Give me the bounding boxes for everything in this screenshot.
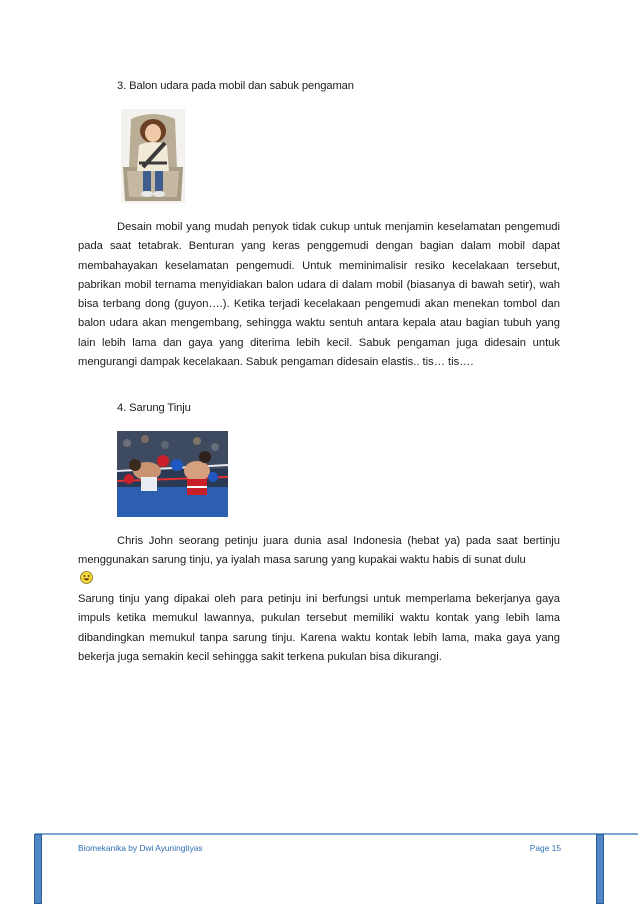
child-car-seat-illustration — [121, 109, 185, 203]
boxing-match-photo — [117, 431, 228, 517]
footer-right-bar — [596, 834, 604, 904]
section-3-heading: 3. Balon udara pada mobil dan sabuk pengaman — [117, 80, 354, 92]
footer-left-bar — [34, 834, 42, 904]
section-4-paragraph-1: Chris John seorang petinju juara dunia asal Indonesia (hebat ya) pada saat bertinju menggunakan sarung tinju, ya iyalah masa sarung yang kupakai waktu habis di sunat dulu — [78, 535, 560, 567]
footer-divider — [35, 833, 638, 835]
footer-page-number: Page 15 — [529, 843, 561, 853]
child-car-seat-photo — [121, 109, 185, 203]
section-4-paragraph-2: Sarung tinju yang dipakai oleh para petinju ini berfungsi untuk memperlama bekerjanya gaya impuls ketika memukul lawannya, pukulan tersebut memiliki waktu kontak yang lebih lama dibandingkan memukul tanpa sarung tinju. Karena waktu kontak lebih lama, maka gaya yang bekerja juga semakin kecil sehingga sakit terkena pukulan bisa dikurangi. — [78, 593, 560, 663]
section-4-heading: 4. Sarung Tinju — [117, 402, 191, 414]
boxing-match-illustration — [117, 431, 228, 517]
footer-author: Biomekanika by Dwi Ayuningtiyas — [78, 843, 203, 853]
section-3-paragraph: Desain mobil yang mudah penyok tidak cukup untuk menjamin keselamatan pengemudi pada saat tetabrak. Benturan yang keras penggemudi dengan bagian dalam mobil dapat membahayakan keselamatan pengemudi. Untuk meminimalisir resiko kecelakaan tersebut, pabrikan mobil ternama menyidiakan balon udara di dalam mobil (biasanya di bawah setir), wah bisa terbang dong (guyon….). Ketika terjadi kecelakaan pengemudi akan menekan tombol dan balon udara akan mengembang, sehingga waktu sentuh antara kepala atau bagian tubuh yang lain lebih lama dan gaya yang diterima lebih kecil. Sabuk pengaman juga didesain untuk mengurangi dampak kecelakaan. Sabuk pengaman didesain elastis.. tis… tis…. — [78, 221, 560, 369]
smiley-face-icon — [80, 571, 93, 584]
